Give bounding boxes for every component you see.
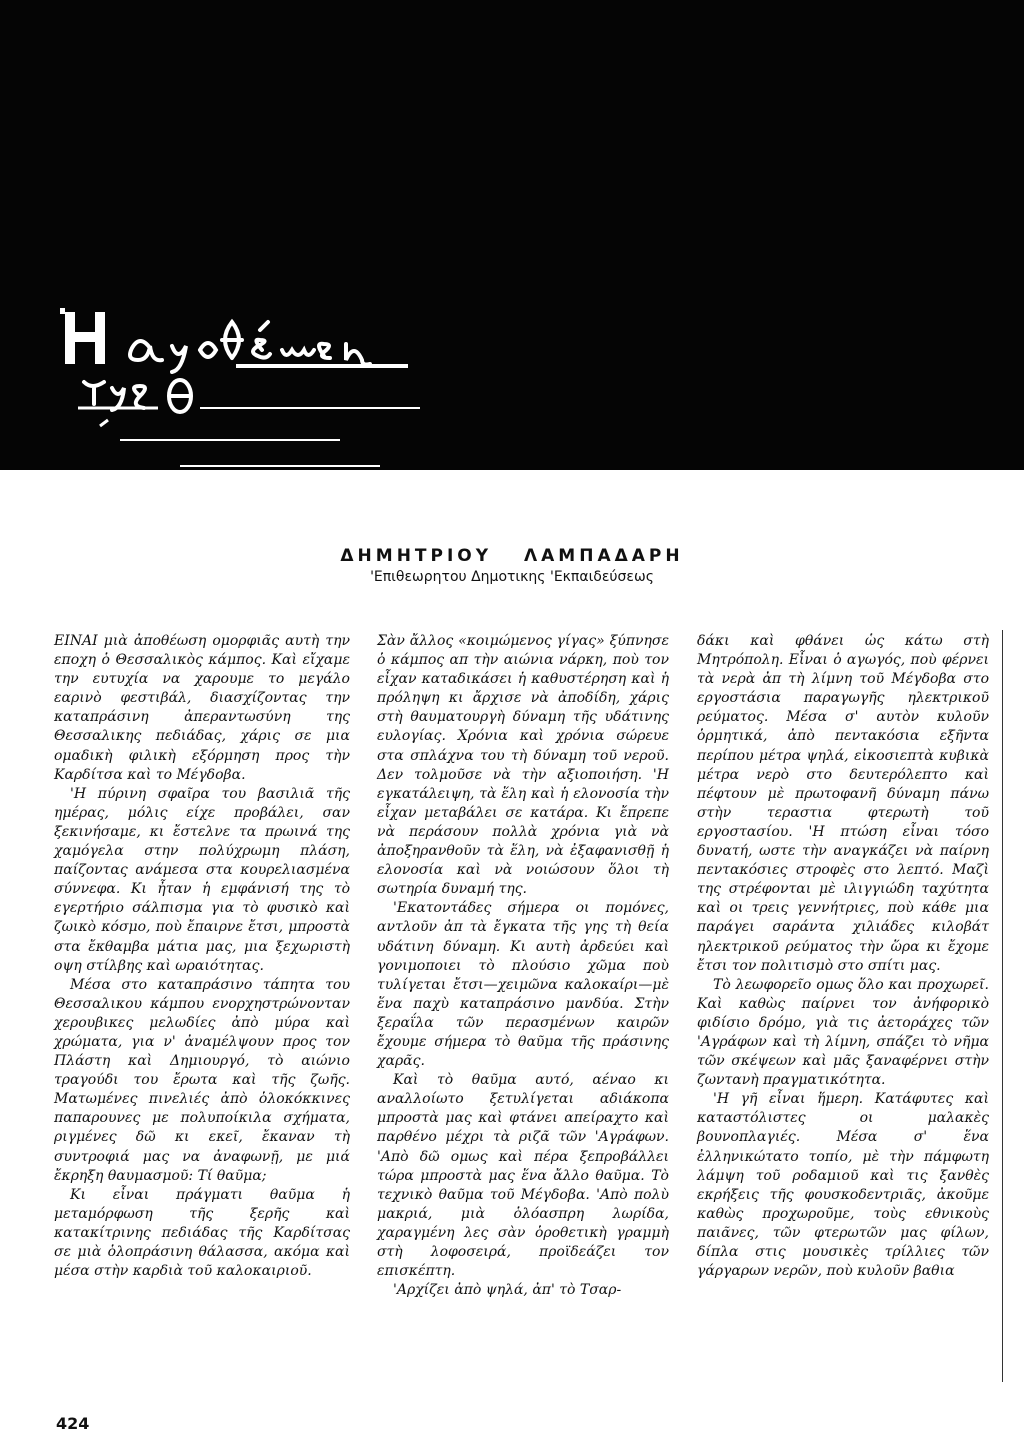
article-column-2 <box>377 632 669 1300</box>
article-column-1 <box>54 632 350 1281</box>
paragraph: 'Η γῆ εἶναι ἥμερη. Κατάφυτες καὶ καταστόλιστες οι μαλακὲς βουνοπλαγιές. Μέσα σ' ἕνα ἐλληνικώτατο τοπίο, μὲ τὴν πάμφωτη λάμψη τοῦ ροδαμιοῦ καὶ τις ξανθὲς εκρήξεις τῆς φουσκοδεντριᾶς, ἀκοῦμε καθὼς προχωροῦμε, τοὺς εθνικοὺς παιᾶνες, τῶν φτερωτῶν μας φίλων, δίπλα στις μουσικὲς τρίλλιες τῶν γάργαρων νερῶν, ποὺ κυλοῦν βαθια <box>697 1091 989 1280</box>
paragraph: Κι εἶναι πράγματι θαῦμα ἡ μεταμόρφωση τῆς ξερῆς καὶ κατακίτρινης πεδιάδας τῆς Καρδίτσας σε μιὰ ὁλοπράσινη θάλασσα, ακόμα καὶ μέσα στὴν καρδιὰ τοῦ καλοκαιριοῦ. <box>54 1186 350 1280</box>
paragraph: Σὰν ἄλλος «κοιμώμενος γίγας» ξύπνησε ὁ κάμπος απ τὴν αιώνια νάρκη, ποὺ τον εἶχαν καταδικάσει ἡ καθυστέρηση καὶ ἡ πρόληψη κι ἄρχισε νὰ ἀποδίδη, χάρις στὴ θαυματουργὴ δύναμη τῆς υδάτινης ευλογίας. Χρόνια καὶ χρόνια σώρευε στα σπλάχνα του τὴ δύναμη τοῦ νεροῦ. Δεν τολμοῦσε νὰ τὴν αξιοποιήση. 'Η εγκατάλειψη, τὰ ἕλη καὶ ἡ ελονοσία τὴν εἶχαν μεταβάλει σε κατάρα. Κι ἔπρεπε νὰ περάσουν πολλὰ χρόνια γιὰ νὰ ἀποξηρανθοῦν τὰ ἕλη, νὰ ἐξαφανισθῇ ἡ ελονοσία καὶ νὰ νοιώσουν ὅλοι τὴ σωτηρία δυναμή της. <box>377 633 669 898</box>
paragraph: Καὶ τὸ θαῦμα αυτό, αέναο κι αναλλοίωτο ξετυλίγεται αδιάκοπα μπροστὰ μας καὶ φτάνει απείραχτο καὶ παρθένο μέχρι τὰ ριζᾶ τῶν 'Αγράφων. 'Απὸ δῶ ομως καὶ πέρα ξεπροβάλλει τώρα μπροστὰ μας ἕνα ἄλλο θαῦμα. Τὸ τεχνικὸ θαῦμα τοῦ Μέγδοβα. 'Απὸ πολὺ μακριά, μιὰ ὁλόασπρη λωρίδα, χαραγμένη λες σὰν ὁροθετικὴ γραμμὴ στὴ λοφοσειρά, προϊδεάζει τον επισκέπτη. <box>377 1072 669 1280</box>
handwritten-title-graphic <box>60 300 660 470</box>
paragraph: ΕΙΝΑΙ μιὰ ἀποθέωση ομορφιᾶς αυτὴ την εποχη ὁ Θεσσαλικὸς κάμπος. Καὶ εἴχαμε την ευτυχία να χαρουμε το μεγάλο εαρινὸ φεστιβάλ, διασχίζοντας την καταπράσινη ἀπεραντωσύνη της Θεσσαλικης πεδιάδας, χάρις σε μια ομαδικὴ φιλικὴ εξόρμηση προς τὴν Καρδίτσα καὶ το Μέγδοβα. <box>54 633 350 783</box>
title-logo <box>60 300 660 470</box>
column-rule <box>1002 630 1003 1382</box>
paragraph: 'Αρχίζει ἀπὸ ψηλά, ἀπ' τὸ Τσαρ- <box>393 1282 622 1299</box>
author-role: 'Επιθεωρητου Δημοτικης 'Εκπαιδεύσεως <box>370 569 654 585</box>
paragraph: δάκι καὶ φθάνει ὡς κάτω στὴ Μητρόπολη. Εἶναι ὁ αγωγός, ποὺ φέρνει τὰ νερὰ ἀπ τὴ λίμνη τοῦ Μέγδοβα στο εργοστάσια παραγωγῆς ηλεκτρικοῦ ρεύματος. Μέσα σ' αυτὸν κυλοῦν ὁρμητικά, ἀπὸ πεντακόσια εξῆντα περίπου μέτρα ψηλά, εἰκοσιεπτὰ κυβικὰ μέτρα νερὸ στο δευτερόλεπτο καὶ πέφτουν μὲ πρωτοφανῆ δύναμη πάνω στὴν τεραστια φτερωτὴ τοῦ εργοστασίου. 'Η πτώση εἶναι τόσο δυνατή, ωστε τὴν αναγκάζει νὰ παίρνη πεντακόσιες στροφὲς στο λεπτό. Μαζὶ της στρέφονται μὲ ιλιγγιώδη ταχύτητα καὶ οι τρεις γεννήτριες, ποὺ κάθε μια παράγει σαράντα χιλιάδες κιλοβάτ ηλεκτρικοῦ ρεύματος τὴν ὥρα κι ἔχομε ἔτσι τον πολιτισμὸ στο σπίτι μας. <box>697 633 989 974</box>
paragraph: Μέσα στο καταπράσινο τάπητα του Θεσσαλικου κάμπου ενορχηστρώνονταν χερουβικες μελωδίες ἀπὸ μύρα καὶ χρώματα, για ν' ἀναμέλψουν προς τον Πλάστη καὶ Δημιουργό, τὸ αιώνιο τραγούδι του ἔρωτα καὶ τῆς ζωῆς. Ματωμένες πινελιές ἀπὸ ὁλοκόκκινες παπαρουνες με πολυποίκιλα σχήματα, ριγμένες δῶ κι εκεῖ, ἔκαναν τὴ συντροφιά μας να ἀναφωνῇ, με μιά ἔκρηξη θαυμασμοῦ: Τί θαῦμα; <box>54 976 350 1184</box>
author-name: ΔΗΜΗΤΡΙΟΥ ΛΑΜΠΑΔΑΡΗ <box>340 546 684 566</box>
paragraph: Τὸ λεωφορεῖο ομως ὅλο και προχωρεῖ. Καὶ καθὼς παίρνει τον ἀνήφορικὸ φιδίσιο δρόμο, γιὰ τις ἀετοράχες τῶν 'Αγράφων καὶ τὴ λίμνη, σπάζει τὸ νῆμα τῶν σκέψεων καὶ μᾶς ξαναφέρνει στὴν ζωντανὴ πραγματικότητα. <box>697 976 989 1089</box>
article-column-3 <box>697 632 989 1281</box>
page-number: 424 <box>56 1414 90 1433</box>
paragraph: 'Εκατοντάδες σήμερα οι πομόνες, αντλοῦν ἀπ τὰ ἔγκατα τῆς γης τὴ θεία υδάτινη δύναμη. Κι αυτὴ ἀρδεύει καὶ γονιμοποιει τὸ πλούσιο χῶμα ποὺ τυλίγεται ἔτσι—χειμῶνα καλοκαίρι—μὲ ἕνα παχὺ καταπράσινο μανδύα. Στὴν ξεραΐλα τῶν περασμένων καιρῶν ἔχουμε σήμερα τὸ θαῦμα τῆς πράσινης χαρᾶς. <box>377 900 669 1070</box>
paragraph: 'Η πύρινη σφαῖρα του βασιλιᾶ τῆς ημέρας, μόλις είχε προβάλει, σαν ξεκινήσαμε, κι ἔστελνε τα πρωινά της χαμόγελα στην πολύχρωμη πλάση, παίζοντας ανάμεσα στα κουρελιασμένα σύννεφα. Κι ἦταν ἡ εμφάνισή της τὸ εγερτήριο σάλπισμα για τὸ φυσικὸ καὶ ζωικὸ κόσμο, ποὺ ἔπαιρνε ἔτσι, μπροστὰ στα ἔκθαμβα μάτια μας, μια ξεχωριστὴ οψη στίλβης καὶ ωραιότητας. <box>54 785 350 974</box>
